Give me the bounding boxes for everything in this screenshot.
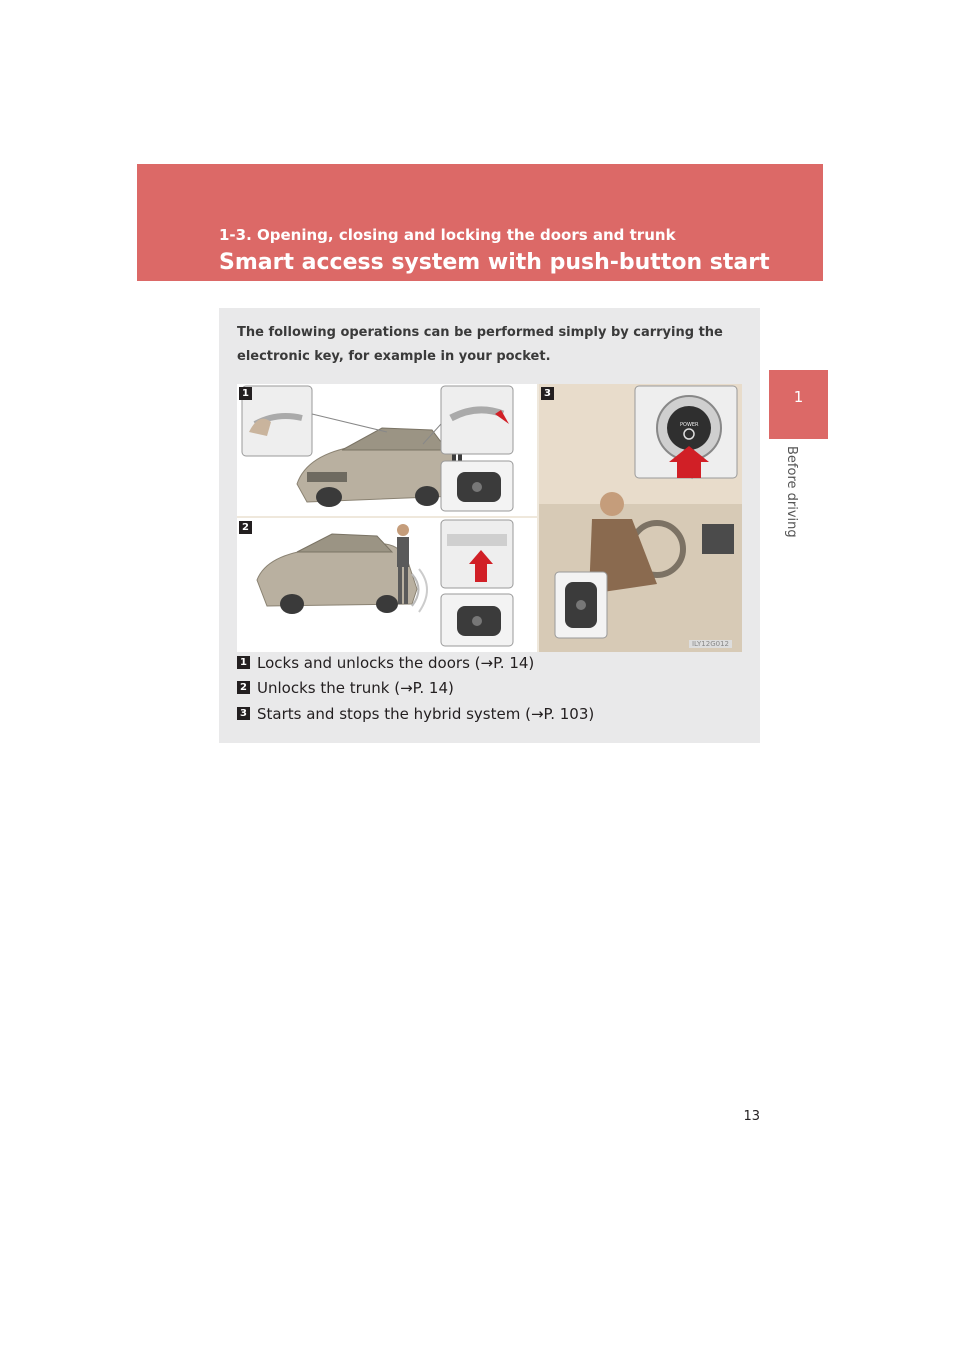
inset-trunk-opener xyxy=(441,520,513,588)
figure-marker-2: 2 xyxy=(239,521,252,534)
legend-item-2 xyxy=(237,679,454,697)
section-label: 1-3. Opening, closing and locking the doors and trunk xyxy=(219,226,676,244)
inset-power-button xyxy=(635,386,737,478)
power-button-label: POWER xyxy=(680,422,699,428)
figure-marker-3: 3 xyxy=(541,387,554,400)
key-fob-2 xyxy=(441,594,513,646)
page-title: Smart access system with push-button start xyxy=(219,250,770,275)
chapter-label: Before driving xyxy=(784,446,799,538)
legend-item-1 xyxy=(237,654,534,672)
key-fob-1 xyxy=(441,461,513,511)
legend-item-3 xyxy=(237,705,594,723)
legend-text-2: Unlocks the trunk (→P. 14) xyxy=(257,679,454,697)
legend-marker-1: 1 xyxy=(237,656,250,669)
legend-marker-3: 3 xyxy=(237,707,250,720)
figure-marker-1: 1 xyxy=(239,387,252,400)
figure-code: ILY12G012 xyxy=(689,640,732,648)
info-box xyxy=(219,308,760,743)
header-band xyxy=(137,164,823,281)
illustration xyxy=(237,384,742,652)
key-fob-3 xyxy=(555,572,607,638)
legend-text-1: Locks and unlocks the doors (→P. 14) xyxy=(257,654,535,672)
page-number: 13 xyxy=(743,1109,760,1124)
chapter-number: 1 xyxy=(793,388,804,406)
intro-text: The following operations can be performed simply by carrying the electronic key, for example in your pocket. xyxy=(237,325,723,364)
illustration-drawing xyxy=(237,384,742,652)
legend-text-3: Starts and stops the hybrid system (→P. 103) xyxy=(257,705,595,723)
legend-marker-2: 2 xyxy=(237,681,250,694)
chapter-tab[interactable] xyxy=(769,370,828,439)
